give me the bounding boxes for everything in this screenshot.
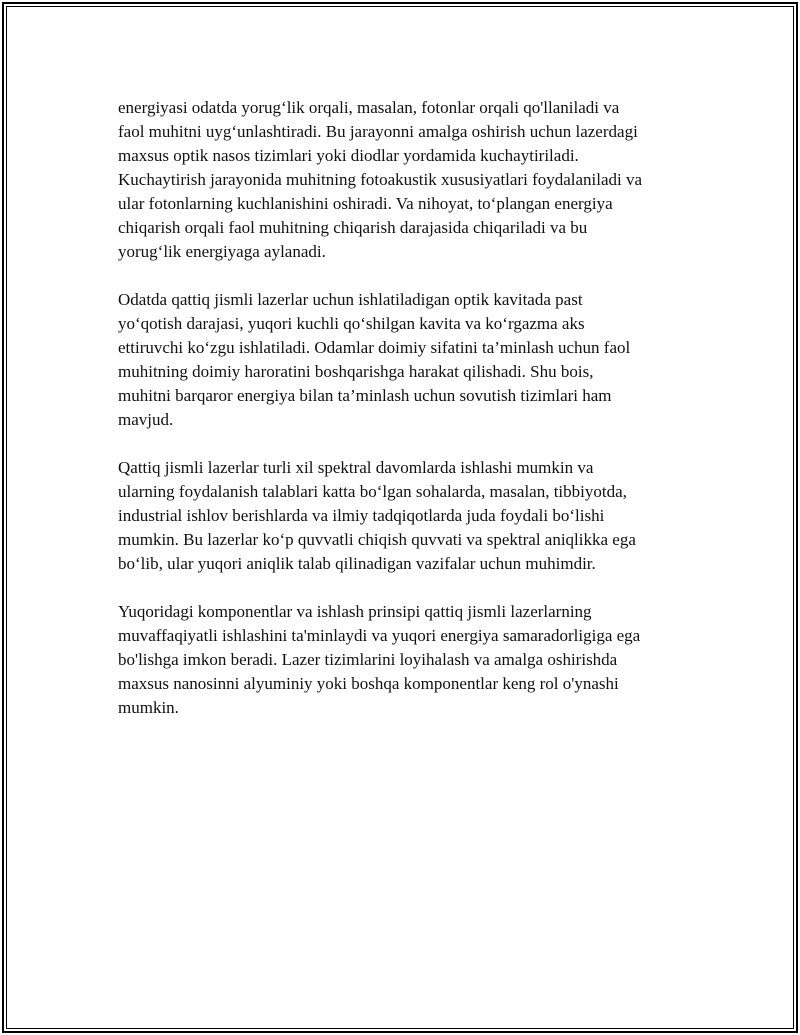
text-line: mavjud. bbox=[118, 410, 174, 429]
text-line: bo‘lib, ular yuqori aniqlik talab qilinadigan vazifalar uchun muhimdir. bbox=[118, 554, 596, 573]
text-line: chiqarish orqali faol muhitning chiqarish darajasida chiqariladi va bu bbox=[118, 218, 588, 237]
text-line: Kuchaytirish jarayonida muhitning fotoakustik xususiyatlari foydalaniladi va bbox=[118, 170, 643, 189]
text-line: industrial ishlov berishlarda va ilmiy tadqiqotlarda juda foydali bo‘lishi bbox=[118, 506, 605, 525]
text-line: yorug‘lik energiyaga aylanadi. bbox=[118, 242, 326, 261]
paragraph-4 bbox=[118, 600, 688, 720]
text-line: energiyasi odatda yorug‘lik orqali, masalan, fotonlar orqali qo'llaniladi va bbox=[118, 98, 620, 117]
paragraph-2 bbox=[118, 288, 688, 432]
text-line: muvaffaqiyatli ishlashini ta'minlaydi va yuqori energiya samaradorligiga ega bbox=[118, 626, 641, 645]
text-line: mumkin. Bu lazerlar ko‘p quvvatli chiqish quvvati va spektral aniqlikka ega bbox=[118, 530, 636, 549]
text-line: faol muhitni uyg‘unlashtiradi. Bu jarayonni amalga oshirish uchun lazerdagi bbox=[118, 122, 638, 141]
text-line: ular fotonlarning kuchlanishini oshiradi. Va nihoyat, to‘plangan energiya bbox=[118, 194, 613, 213]
text-line: mumkin. bbox=[118, 698, 179, 717]
text-line: Odatda qattiq jismli lazerlar uchun ishlatiladigan optik kavitada past bbox=[118, 290, 583, 309]
page-border bbox=[2, 2, 798, 1033]
text-line: ularning foydalanish talablari katta bo‘lgan sohalarda, masalan, tibbiyotda, bbox=[118, 482, 627, 501]
text-line: muhitni barqaror energiya bilan ta’minlash uchun sovutish tizimlari ham bbox=[118, 386, 612, 405]
text-line: yo‘qotish darajasi, yuqori kuchli qo‘shilgan kavita va ko‘rgazma aks bbox=[118, 314, 585, 333]
paragraph-3 bbox=[118, 456, 688, 576]
text-line: Yuqoridagi komponentlar va ishlash prinsipi qattiq jismli lazerlarning bbox=[118, 602, 592, 621]
document-body bbox=[118, 96, 688, 744]
text-line: maxsus optik nasos tizimlari yoki diodlar yordamida kuchaytiriladi. bbox=[118, 146, 579, 165]
text-line: muhitning doimiy haroratini boshqarishga harakat qilishadi. Shu bois, bbox=[118, 362, 594, 381]
text-line: bo'lishga imkon beradi. Lazer tizimlarini loyihalash va amalga oshirishda bbox=[118, 650, 618, 669]
paragraph-1 bbox=[118, 96, 688, 264]
text-line: ettiruvchi ko‘zgu ishlatiladi. Odamlar doimiy sifatini ta’minlash uchun faol bbox=[118, 338, 631, 357]
text-line: maxsus nanosinni alyuminiy yoki boshqa komponentlar keng rol o'ynashi bbox=[118, 674, 619, 693]
text-line: Qattiq jismli lazerlar turli xil spektral davomlarda ishlashi mumkin va bbox=[118, 458, 594, 477]
